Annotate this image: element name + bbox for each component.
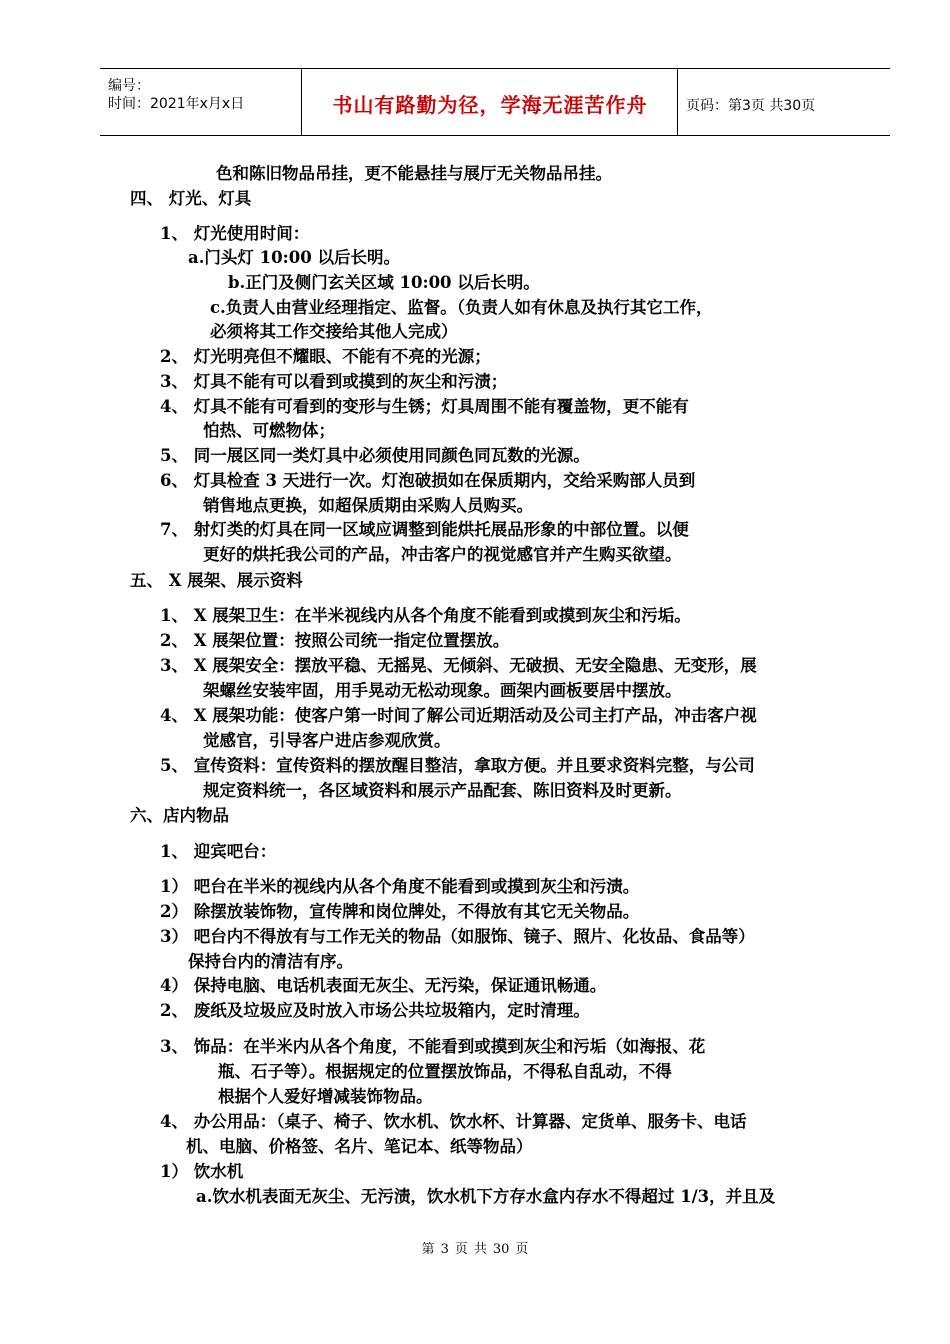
footer-text: 页 — [515, 1242, 529, 1257]
footer-page-number: 3 — [440, 1242, 449, 1257]
text-line: b.正门及侧门玄关区域 10:00 以后长明。 — [228, 273, 540, 292]
text-line: 3、 饰品：在半米内从各个角度，不能看到或摸到灰尘和污垢（如海报、花 — [160, 1037, 706, 1056]
text-line: 1） 饮水机 — [160, 1162, 244, 1181]
text-line: 4） 保持电脑、电话机表面无灰尘、无污染，保证通讯畅通。 — [160, 976, 607, 995]
text-line: 3、 灯具不能有可以看到或摸到的灰尘和污渍； — [160, 372, 508, 391]
text-line: 瓶、石子等）。根据规定的位置摆放饰品，不得私自乱动，不得 — [218, 1062, 672, 1081]
text-line: 4、 灯具不能有可看到的变形与生锈；灯具周围不能有覆盖物，更不能有 — [160, 397, 689, 416]
text-line: 2、 X 展架位置：按照公司统一指定位置摆放。 — [160, 631, 510, 650]
text-line: 2、 灯光明亮但不耀眼、不能有不亮的光源； — [160, 347, 491, 366]
text-line: 3） 吧台内不得放有与工作无关的物品（如服饰、镜子、照片、化妆品、食品等） — [160, 927, 755, 946]
text-line: 4、 办公用品：（桌子、椅子、饮水机、饮水杯、计算器、定货单、服务卡、电话 — [160, 1112, 747, 1131]
text-line: 5、 同一展区同一类灯具中必须使用同颜色同瓦数的光源。 — [160, 446, 590, 465]
header-right-cell — [678, 69, 890, 135]
text-line: 4、 X 展架功能：使客户第一时间了解公司近期活动及公司主打产品，冲击客户视 — [160, 706, 757, 725]
text-line: a.门头灯 10:00 以后长明。 — [188, 248, 400, 267]
page-header — [100, 68, 890, 136]
text-line: 保持台内的清洁有序。 — [188, 952, 353, 971]
text-line: 更好的烘托我公司的产品，冲击客户的视觉感官并产生购买欲望。 — [203, 545, 682, 564]
slogan: 书山有路勤为径，学海无涯苦作舟 — [332, 93, 648, 117]
page-footer — [0, 1238, 950, 1257]
text-line: 6、 灯具检查 3 天进行一次。灯泡破损如在保质期内，交给采购部人员到 — [160, 471, 696, 490]
text-line: 7、 射灯类的灯具在同一区域应调整到能烘托展品形象的中部位置。以便 — [160, 520, 689, 539]
footer-text: 共 — [473, 1242, 487, 1257]
text-line: 色和陈旧物品吊挂，更不能悬挂与展厅无关物品吊挂。 — [216, 164, 612, 183]
text-line: 销售地点更换，如超保质期由采购人员购买。 — [203, 496, 533, 515]
text-line: c.负责人由营业经理指定、监督。（负责人如有休息及执行其它工作， — [210, 298, 713, 317]
text-line: 必须将其工作交接给其他人完成） — [210, 322, 458, 341]
text-line: 3、 X 展架安全：摆放平稳、无摇晃、无倾斜、无破损、无安全隐患、无变形，展 — [160, 656, 757, 675]
text-line: 1、 迎宾吧台： — [160, 842, 277, 861]
text-line: 2） 除摆放装饰物，宣传牌和岗位牌处，不得放有其它无关物品。 — [160, 902, 640, 921]
text-line: 机、电脑、价格签、名片、笔记本、纸等物品） — [186, 1137, 533, 1156]
text-line: 5、 宣传资料：宣传资料的摆放醒目整洁，拿取方便。并且要求资料完整，与公司 — [160, 756, 755, 775]
number-label: 编号： — [108, 78, 150, 94]
page-info: 页码：第3页 共30页 — [686, 98, 816, 114]
header-slogan-cell — [302, 69, 678, 135]
time-label: 时间：2021年x月x日 — [108, 96, 245, 112]
text-line: 1） 吧台在半米的视线内从各个角度不能看到或摸到灰尘和污渍。 — [160, 877, 640, 896]
section-heading: 四、 灯光、灯具 — [130, 189, 252, 208]
text-line: 规定资料统一，各区域资料和展示产品配套、陈旧资料及时更新。 — [203, 781, 682, 800]
text-line: 1、 灯光使用时间： — [160, 224, 310, 243]
text-line: a.饮水机表面无灰尘、无污渍，饮水机下方存水盒内存水不得超过 1/3，并且及 — [196, 1187, 776, 1206]
text-line: 觉感官，引导客户进店参观欣赏。 — [203, 731, 451, 750]
footer-text: 第 — [421, 1242, 435, 1257]
text-line: 架螺丝安装牢固，用手晃动无松动现象。画架内画板要居中摆放。 — [203, 681, 682, 700]
section-heading: 五、 X 展架、展示资料 — [130, 571, 303, 590]
text-line: 2、 废纸及垃圾应及时放入市场公共垃圾箱内，定时清理。 — [160, 1001, 590, 1020]
text-line: 1、 X 展架卫生：在半米视线内从各个角度不能看到或摸到灰尘和污垢。 — [160, 606, 691, 625]
header-left-cell — [100, 69, 302, 135]
footer-total-pages: 30 — [492, 1242, 510, 1257]
text-line: 根据个人爱好增减装饰物品。 — [218, 1087, 433, 1106]
text-line: 怕热、可燃物体； — [203, 421, 335, 440]
footer-text: 页 — [454, 1242, 468, 1257]
section-heading: 六、店内物品 — [130, 806, 229, 825]
